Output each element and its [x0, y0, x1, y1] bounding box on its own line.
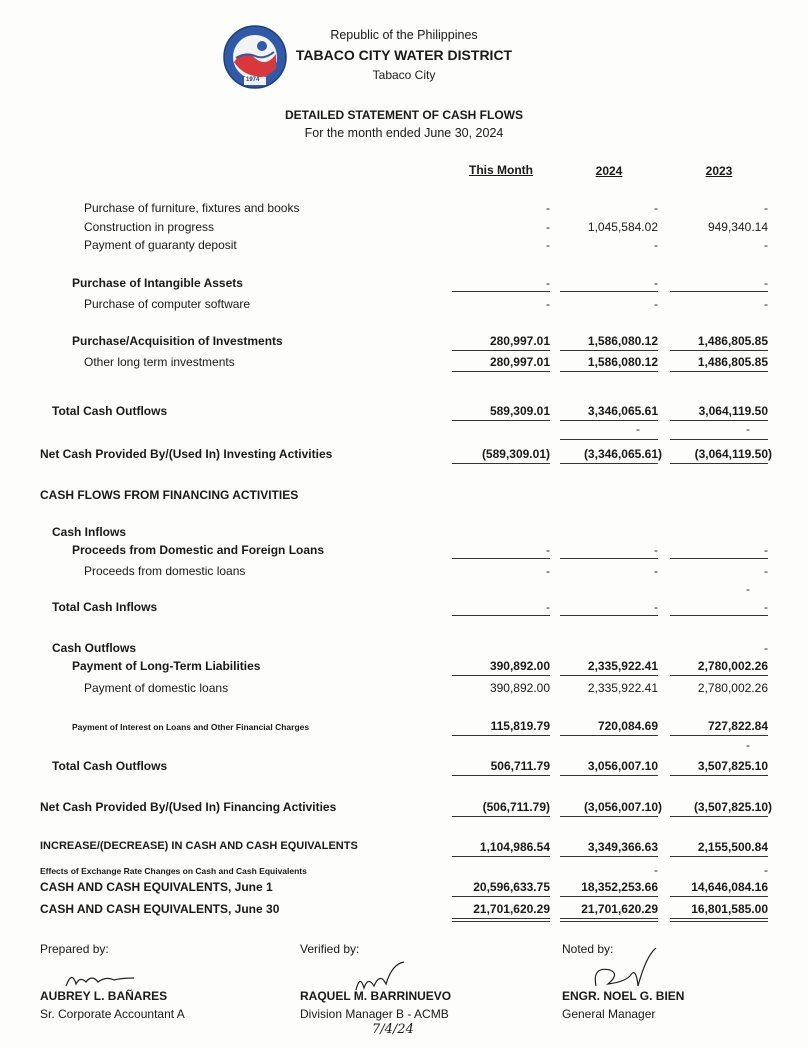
verifier-title: Division Manager B - ACMB: [300, 1007, 449, 1021]
underline: [560, 350, 658, 351]
underline: [670, 371, 768, 372]
cell-this-month: 280,997.01: [489, 334, 550, 348]
underline: [560, 856, 658, 857]
cell-2023: -: [764, 238, 768, 252]
cell-2023: (3,507,825.10): [693, 800, 772, 814]
row-label: Purchase of computer software: [84, 297, 251, 311]
preparer-title: Sr. Corporate Accountant A: [40, 1007, 185, 1021]
cell-this-month: -: [546, 238, 550, 252]
row-label: CASH AND CASH EQUIVALENTS, June 30: [40, 902, 280, 916]
table-row: [0, 220, 808, 238]
underline: [670, 816, 768, 817]
underline: [452, 615, 550, 616]
row-label: Proceeds from domestic loans: [84, 564, 246, 578]
row-label: CASH AND CASH EQUIVALENTS, June 1: [40, 880, 273, 894]
underline: [452, 896, 550, 897]
underline: [560, 675, 658, 676]
cell-2024: 3,056,007.10: [587, 759, 658, 773]
country-line: Republic of the Philippines: [330, 28, 478, 42]
row-label: Purchase of furniture, fixtures and books: [84, 201, 300, 215]
section-heading: [0, 488, 808, 506]
underline: [452, 816, 550, 817]
double-underline: [452, 921, 550, 922]
cell-this-month: 390,892.00: [489, 659, 550, 673]
row-label: Net Cash Provided By/(Used In) Investing Activities: [40, 447, 333, 461]
cell-2024: 1,045,584.02: [587, 220, 658, 234]
cell-this-month: -: [546, 543, 550, 557]
cell-2024: (3,346,065.61): [583, 447, 662, 461]
cell-this-month: 589,309.01: [489, 404, 550, 418]
cell-2024: 720,084.69: [597, 719, 658, 733]
underline: [670, 735, 768, 736]
cell-2023: -: [764, 276, 768, 290]
row-label: Cash Inflows: [52, 525, 127, 539]
underline: [452, 463, 550, 464]
verified-by-label: Verified by:: [300, 942, 360, 956]
cell-2024: (3,056,007.10): [583, 800, 662, 814]
preparer-name: AUBREY L. BAÑARES: [40, 989, 168, 1003]
row-label: Purchase/Acquisition of Investments: [72, 334, 283, 348]
cell-2023: 2,780,002.26: [697, 659, 768, 673]
stray-dash: -: [746, 422, 750, 436]
row-label: Proceeds from Domestic and Foreign Loans: [72, 543, 325, 557]
underline: [560, 816, 658, 817]
double-underline: [560, 918, 658, 919]
stray-dash: -: [746, 738, 750, 752]
city-line: Tabaco City: [372, 68, 436, 82]
underline: [670, 439, 768, 440]
cell-2024: -: [654, 238, 658, 252]
cell-2023: 1,486,805.85: [697, 334, 768, 348]
underline: [452, 371, 550, 372]
table-row: [0, 863, 808, 881]
row-label: Purchase of Intangible Assets: [72, 276, 243, 290]
table-row: [0, 238, 808, 256]
cell-2024: 2,335,922.41: [587, 659, 658, 673]
cell-2024: 1,586,080.12: [587, 334, 658, 348]
underline: [452, 420, 550, 421]
cell-2024: -: [654, 276, 658, 290]
underline: [452, 558, 550, 559]
underline: [560, 291, 658, 292]
cell-this-month: 1,104,986.54: [479, 840, 550, 854]
cell-2023: 949,340.14: [707, 220, 768, 234]
logo-year: 1974: [246, 77, 260, 83]
verifier-name: RAQUEL M. BARRINUEVO: [300, 989, 452, 1003]
underline: [670, 420, 768, 421]
cell-2023: 1,486,805.85: [697, 355, 768, 369]
row-label: Cash Outflows: [52, 641, 137, 655]
agency-name: TABACO CITY WATER DISTRICT: [295, 47, 513, 63]
cell-this-month: (506,711.79): [482, 800, 550, 814]
cell-2024: -: [654, 564, 658, 578]
underline: [560, 420, 658, 421]
table-row: [0, 681, 808, 699]
cell-2023: -: [764, 543, 768, 557]
row-label: INCREASE/(DECREASE) IN CASH AND CASH EQUIVALENTS: [40, 840, 358, 852]
underline: [560, 463, 658, 464]
underline: [670, 775, 768, 776]
cell-this-month: -: [546, 564, 550, 578]
row-label: Payment of domestic loans: [84, 681, 229, 695]
approver-title: General Manager: [562, 1007, 656, 1021]
row-label: Payment of Interest on Loans and Other Financial Charges: [72, 722, 310, 732]
cell-this-month: -: [546, 297, 550, 311]
underline: [670, 856, 768, 857]
stray-dash: -: [746, 582, 750, 596]
cell-2023: -: [764, 201, 768, 215]
cell-this-month: 390,892.00: [489, 681, 550, 695]
cell-this-month: 115,819.79: [490, 719, 550, 733]
cell-2024: -: [654, 201, 658, 215]
cell-2024: 18,352,253.66: [581, 880, 658, 894]
column-header-2023: 2023: [705, 164, 733, 178]
stray-dash: -: [764, 641, 768, 655]
cell-2024: -: [654, 600, 658, 614]
cell-this-month: (589,309.01): [481, 447, 550, 461]
cell-2023: 3,507,825.10: [697, 759, 768, 773]
underline: [560, 439, 658, 440]
cell-2024: 3,346,065.61: [587, 404, 658, 418]
cell-2024: 21,701,620.29: [581, 902, 658, 916]
row-label: Payment of guaranty deposit: [84, 238, 237, 252]
table-row: [0, 297, 808, 315]
row-label: Other long term investments: [84, 355, 235, 369]
column-header-this-month: This Month: [469, 163, 533, 177]
cell-2023: 16,801,585.00: [691, 902, 768, 916]
table-row: [0, 201, 808, 219]
underline: [670, 615, 768, 616]
cell-this-month: 506,711.79: [490, 759, 550, 773]
double-underline: [670, 918, 768, 919]
report-period: For the month ended June 30, 2024: [304, 126, 504, 140]
cell-this-month: -: [546, 220, 550, 234]
cell-this-month: 280,997.01: [489, 355, 550, 369]
row-label: Total Cash Outflows: [52, 404, 168, 418]
cell-2023: 3,064,119.50: [698, 404, 768, 418]
cell-2023: (3,064,119.50): [694, 447, 772, 461]
row-label: Payment of Long-Term Liabilities: [72, 659, 261, 673]
row-label: CASH FLOWS FROM FINANCING ACTIVITIES: [40, 488, 299, 502]
underline: [452, 735, 550, 736]
approver-name: ENGR. NOEL G. BIEN: [562, 989, 685, 1003]
cell-this-month: -: [546, 600, 550, 614]
underline: [560, 775, 658, 776]
underline: [670, 675, 768, 676]
cell-2023: -: [764, 564, 768, 578]
underline: [452, 350, 550, 351]
cell-this-month: 21,701,620.29: [473, 902, 550, 916]
column-header-2024: 2024: [595, 164, 623, 178]
handwritten-date: 7/4/24: [372, 1022, 414, 1037]
cell-2023: 2,155,500.84: [697, 840, 768, 854]
cell-2023: 2,780,002.26: [697, 681, 768, 695]
double-underline: [670, 921, 768, 922]
underline: [452, 856, 550, 857]
underline: [560, 896, 658, 897]
underline: [670, 350, 768, 351]
report-title: DETAILED STATEMENT OF CASH FLOWS: [285, 108, 523, 122]
underline: [452, 291, 550, 292]
cell-2024: 3,349,366.63: [587, 840, 658, 854]
subsection-heading: [0, 641, 808, 659]
subsection-heading: [0, 525, 808, 543]
underline: [560, 371, 658, 372]
double-underline: [452, 918, 550, 919]
row-label: Total Cash Outflows: [52, 759, 168, 773]
stray-dash: -: [636, 422, 640, 436]
cell-2024: -: [654, 543, 658, 557]
underline: [670, 291, 768, 292]
underline: [670, 896, 768, 897]
cell-2023: 727,822.84: [707, 719, 768, 733]
cell-this-month: -: [546, 276, 550, 290]
underline: [452, 775, 550, 776]
cell-2023: -: [764, 600, 768, 614]
cell-2024: -: [654, 863, 658, 877]
cell-2023: -: [764, 297, 768, 311]
cell-2024: 1,586,080.12: [587, 355, 658, 369]
cell-this-month: 20,596,633.75: [473, 880, 550, 894]
underline: [560, 615, 658, 616]
underline: [560, 558, 658, 559]
cell-2024: -: [654, 297, 658, 311]
row-label: Construction in progress: [84, 220, 215, 234]
underline: [670, 463, 768, 464]
cell-2024: 2,335,922.41: [587, 681, 658, 695]
row-label: Net Cash Provided By/(Used In) Financing Activities: [40, 800, 337, 814]
underline: [670, 558, 768, 559]
double-underline: [560, 921, 658, 922]
row-label: Effects of Exchange Rate Changes on Cash and Cash Equivalents: [40, 866, 307, 876]
cell-2023: 14,646,084.16: [691, 880, 768, 894]
table-row: [0, 564, 808, 582]
row-label: Total Cash Inflows: [52, 600, 158, 614]
underline: [452, 675, 550, 676]
noted-by-label: Noted by:: [562, 942, 614, 956]
underline: [560, 735, 658, 736]
prepared-by-label: Prepared by:: [40, 942, 109, 956]
cell-2023: -: [764, 863, 768, 877]
cell-this-month: -: [546, 201, 550, 215]
